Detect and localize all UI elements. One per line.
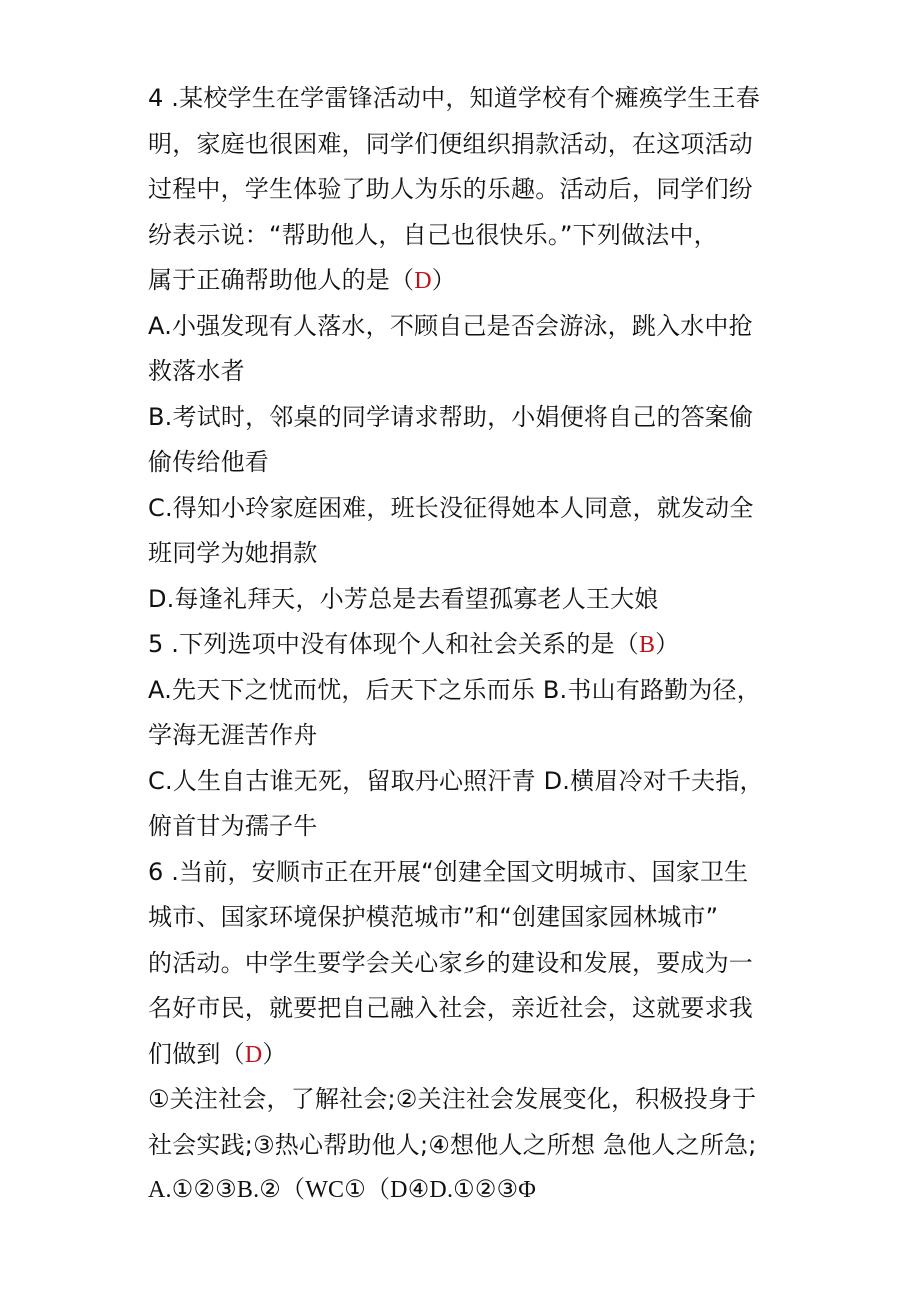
question-6-stem-prefix: 们做到（ (148, 1039, 245, 1068)
question-4-option-line: A.小强发现有人落水，不顾自己是否会游泳，跳入水中抢 (148, 311, 753, 340)
question-6 (148, 850, 808, 1214)
question-5-stem-prefix: 5 .下列选项中没有体现个人和社会关系的是（ (148, 630, 639, 658)
question-4-option-line: 偷传给他看 (148, 448, 269, 476)
question-4-option-line: 救落水者 (148, 357, 245, 385)
question-4-stem-prefix: 属于正确帮助他人的是（ (148, 266, 415, 294)
question-6-item-line: 社会实践;③热心帮助他人;④想他人之所想 急他人之所急; (148, 1130, 757, 1159)
question-6-item-line: ①关注社会，了解社会;②关注社会发展变化，积极投身于 (148, 1085, 757, 1113)
question-5-option-line: C.人生自古谁无死，留取丹心照汗青 D.横眉冷对千夫指， (148, 766, 764, 795)
question-4-stem-line: 过程中，学生体验了助人为乐的乐趣。活动后，同学们纷 (148, 175, 753, 203)
question-5-stem-suffix: ） (655, 630, 680, 658)
question-page (148, 76, 808, 1214)
question-5-answer: B (638, 632, 656, 658)
question-4-answer: D (414, 268, 432, 294)
question-4-stem-line: 明，家庭也很困难，同学们便组织捐款活动，在这项活动 (148, 129, 753, 158)
question-6-stem-line: 城市、国家环境保护模范城市”和“创建国家园林城市” (148, 903, 719, 931)
question-6-stem-line: 名好市民，就要把自己融入社会，亲近社会，这就要求我 (148, 994, 753, 1022)
question-4-option-line: B.考试时，邻桌的同学请求帮助，小娟便将自己的答案偷 (148, 402, 754, 431)
question-6-stem-line: 的活动。中学生要学会关心家乡的建设和发展，要成为一 (148, 948, 753, 977)
question-5-option-line: A.先天下之忧而忧，后天下之乐而乐 B.书山有路勤为径， (148, 675, 761, 704)
question-6-stem-line: 6 .当前，安顺市正在开展“创建全国文明城市、国家卫生 (148, 857, 749, 886)
question-4 (148, 76, 808, 622)
question-6-answer: D (244, 1041, 263, 1068)
question-5-option-line: 俯首甘为孺子牛 (148, 812, 318, 840)
question-6-choices-line: A.①②③B.②（WC①（D④D.①②③Φ (148, 1177, 537, 1203)
question-5 (148, 622, 808, 850)
question-4-option-line: D.每逢礼拜天，小芳总是去看望孤寡老人王大娘 (148, 584, 659, 613)
question-4-stem-line: 纷表示说：“帮助他人，自己也很快乐。”下列做法中， (148, 220, 718, 249)
question-6-stem-suffix: ） (262, 1039, 287, 1068)
question-5-stem-line (148, 622, 808, 668)
question-5-option-line: 学海无涯苦作舟 (148, 721, 318, 749)
question-4-stem-line: 4 .某校学生在学雷锋活动中，知道学校有个瘫痪学生王春 (148, 84, 760, 112)
question-4-stem-suffix: ） (431, 266, 456, 294)
question-6-stem-last-line (148, 1032, 808, 1078)
question-4-option-line: 班同学为她捐款 (148, 539, 318, 567)
question-4-stem-last-line (148, 258, 808, 304)
question-4-option-line: C.得知小玲家庭困难，班长没征得她本人同意，就发动全 (148, 493, 754, 522)
